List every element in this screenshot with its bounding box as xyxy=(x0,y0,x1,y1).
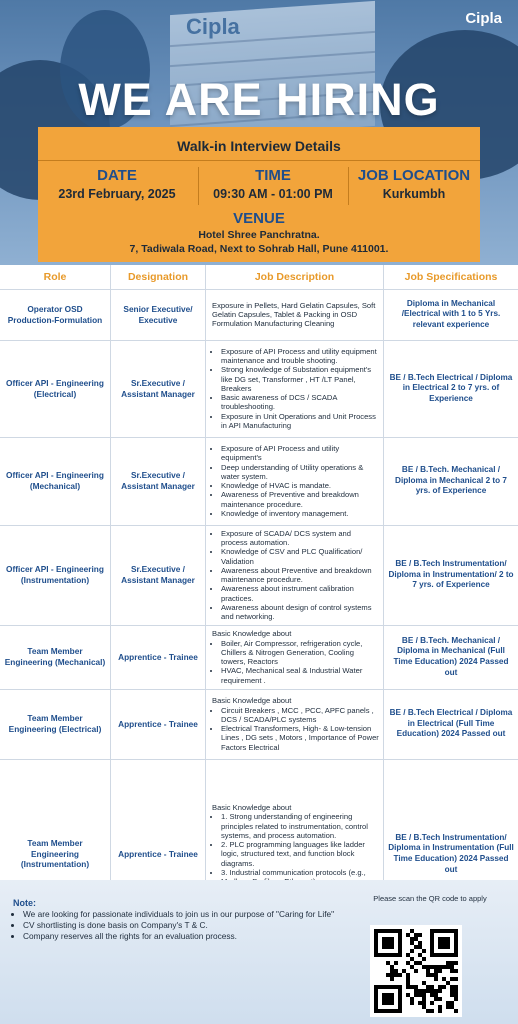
table-row xyxy=(0,525,518,626)
job-description xyxy=(206,347,383,430)
description-list xyxy=(212,529,379,622)
walkin-details-panel xyxy=(38,127,480,262)
description-intro: Basic Knowledge about xyxy=(212,629,292,639)
designation-name: Senior Executive/ Executive xyxy=(123,303,193,325)
header-cell xyxy=(0,265,110,289)
note-item: • Company reserves all the rights for an evaluation process. xyxy=(23,931,343,942)
venue-line-2: 7, Tadiwala Road, Next to Sohrab Hall, Pune 411001. xyxy=(129,243,389,255)
description-bullet: • Circuit Breakers , MCC , PCC, APFC panels , DCS / SCADA/PLC systems xyxy=(221,706,379,725)
location-block xyxy=(348,167,480,201)
designation-name: Apprentice - Trainee xyxy=(118,651,198,662)
description-bullet: • Exposure in Unit Operations and Unit Process in API Manufacturing xyxy=(221,412,379,431)
designation-name: Sr.Executive / Assistant Manager xyxy=(121,377,195,399)
specification-cell xyxy=(383,689,518,759)
description-bullet: • Awareness about Preventive and breakdown maintenance procedure. xyxy=(221,566,379,585)
designation-cell xyxy=(110,689,205,759)
job-specification: Diploma in Mechanical /Electrical with 1 to 5 Yrs. relevant experience xyxy=(401,298,501,329)
location-label: JOB LOCATION xyxy=(357,167,471,184)
note-item: • We are looking for passionate individuals to join us in our purpose of "Caring for Life" xyxy=(23,909,343,920)
walkin-title: Walk-in Interview Details xyxy=(177,138,341,154)
header-label: Job Specifications xyxy=(404,271,498,283)
description-intro: Basic Knowledge about xyxy=(212,803,292,813)
note-title: Note: xyxy=(13,898,36,908)
description-cell xyxy=(205,437,383,525)
table-row xyxy=(0,289,518,341)
description-cell xyxy=(205,289,383,340)
venue-label: VENUE xyxy=(233,210,285,227)
job-description xyxy=(206,629,383,685)
description-cell xyxy=(205,525,383,625)
designation-cell xyxy=(110,340,205,437)
role-cell xyxy=(0,625,110,689)
date-block xyxy=(38,167,196,201)
description-bullet: • Exposure of API Process and utility equipment maintenance and trouble shooting. xyxy=(221,347,379,366)
specification-cell xyxy=(383,625,518,689)
description-bullet: • 1. Strong understanding of engineering principles related to instrumentation, control systems, and process automation. xyxy=(221,812,379,840)
description-bullet: • Knowledge of CSV and PLC Qualification/ Validation xyxy=(221,547,379,566)
role-name: Officer API - Engineering (Instrumentation) xyxy=(6,564,104,585)
description-bullet: • Awareness of Preventive and breakdown maintenance procedure. xyxy=(221,490,379,509)
qr-caption: Please scan the QR code to apply xyxy=(373,894,487,903)
role-name: Officer API - Engineering (Mechanical) xyxy=(6,470,104,491)
divider xyxy=(38,160,480,161)
designation-name: Apprentice - Trainee xyxy=(118,848,198,859)
description-cell xyxy=(205,689,383,759)
brand-logo: Cipla xyxy=(465,10,502,27)
table-row xyxy=(0,689,518,760)
location-value: Kurkumbh xyxy=(382,187,446,201)
designation-name: Sr.Executive / Assistant Manager xyxy=(121,564,195,585)
role-cell xyxy=(0,689,110,759)
specification-cell xyxy=(383,340,518,437)
description-intro: Basic Knowledge about xyxy=(212,696,292,706)
description-bullet: • Awareness abount design of control systems and networking. xyxy=(221,603,379,622)
description-cell xyxy=(205,625,383,689)
header-label: Designation xyxy=(127,271,189,283)
job-specification: BE / B.Tech Electrical / Diploma in Electrical 2 to 7 yrs. of Experience xyxy=(389,372,513,403)
date-value: 23rd February, 2025 xyxy=(58,187,176,201)
notes-list xyxy=(13,909,343,941)
role-name: Operator OSD Production-Formulation xyxy=(7,303,103,325)
description-bullet: • Exposure of API Process and utility equipment's xyxy=(221,444,379,463)
designation-cell xyxy=(110,289,205,340)
description-bullet: • Knowledge of HVAC is mandate. xyxy=(221,481,379,490)
venue-line-1: Hotel Shree Panchratna. xyxy=(198,229,320,241)
role-cell xyxy=(0,525,110,625)
designation-name: Apprentice - Trainee xyxy=(118,718,198,729)
time-label: TIME xyxy=(255,167,291,184)
job-description xyxy=(206,301,383,329)
role-name: Team Member Engineering (Electrical) xyxy=(8,713,102,734)
description-bullet: • Boiler, Air Compressor, refrigeration cycle, Chillers & Nitrogen Generation, Cooling towers, Reactors xyxy=(221,639,379,667)
description-list xyxy=(212,639,379,685)
designation-cell xyxy=(110,625,205,689)
role-cell xyxy=(0,289,110,340)
table-row xyxy=(0,625,518,690)
header-cell xyxy=(205,265,383,289)
note-item: • CV shortlisting is done basis on Company's T & C. xyxy=(23,920,343,931)
designation-cell xyxy=(110,437,205,525)
description-bullet: • Knowledge of inventory management. xyxy=(221,509,379,518)
header-cell xyxy=(110,265,205,289)
description-bullet: • HVAC, Mechanical seal & Industrial Water requirement . xyxy=(221,666,379,685)
specification-cell xyxy=(383,525,518,625)
table-row xyxy=(0,340,518,438)
job-specification: BE / B.Tech Instrumentation/ Diploma in Instrumentation (Full Time Education) 2024 Passed out xyxy=(388,832,514,874)
jobs-table xyxy=(0,265,518,949)
description-list xyxy=(212,444,379,518)
description-intro: Exposure in Pellets, Hard Gelatin Capsules, Soft Gelatin Capsules, Tablet & Packing in OSD Formulation Manufacturing Cleaning xyxy=(212,300,376,329)
description-bullet: • Strong knowledge of Substation equipment's like DG set, Transformer , HT /LT Panel, Breakers xyxy=(221,365,379,393)
header-label: Role xyxy=(43,271,67,283)
table-header-row xyxy=(0,265,518,290)
description-bullet: • 2. PLC programming languages like ladder logic, structured text, and function block diagrams. xyxy=(221,840,379,868)
time-value: 09:30 AM - 01:00 PM xyxy=(213,187,333,201)
description-list xyxy=(212,347,379,430)
description-bullet: • Exposure of SCADA/ DCS system and process automation. xyxy=(221,529,379,548)
header-cell xyxy=(383,265,518,289)
description-bullet: • Basic awareness of DCS / SCADA troubleshooting. xyxy=(221,393,379,412)
job-description xyxy=(206,444,383,518)
designation-cell xyxy=(110,525,205,625)
job-description xyxy=(206,696,383,752)
description-list xyxy=(212,706,379,752)
role-cell xyxy=(0,340,110,437)
description-bullet: • Deep understanding of Utility operations & water system. xyxy=(221,463,379,482)
description-bullet: • Awareness about instrument calibration practices. xyxy=(221,584,379,603)
job-specification: BE / B.Tech Electrical / Diploma in Electrical (Full Time Education) 2024 Passed out xyxy=(389,708,513,739)
role-cell xyxy=(0,437,110,525)
role-name: Team Member Engineering (Instrumentation) xyxy=(20,837,90,870)
table-row xyxy=(0,437,518,526)
specification-cell xyxy=(383,437,518,525)
building-sign-logo: Cipla xyxy=(186,14,240,39)
description-cell xyxy=(205,340,383,437)
designation-name: Sr.Executive / Assistant Manager xyxy=(121,470,195,491)
job-specification: BE / B.Tech. Mechanical / Diploma in Mechanical (Full Time Education) 2024 Passed out xyxy=(393,635,509,677)
job-specification: BE / B.Tech Instrumentation/ Diploma in Instrumentation/ 2 to 7 yrs. of Experience xyxy=(388,559,514,590)
qr-code-icon[interactable] xyxy=(370,925,462,1017)
footer xyxy=(0,880,518,1024)
description-bullet: • Electrical Transformers, High- & Low-tension Lines , DG sets , Motors , Importance of Power Factors Electrical xyxy=(221,724,379,752)
date-label: DATE xyxy=(97,167,137,184)
job-specification: BE / B.Tech. Mechanical / Diploma in Mechanical 2 to 7 yrs. of Experience xyxy=(395,465,507,496)
role-name: Officer API - Engineering (Electrical) xyxy=(6,377,104,399)
page-title: WE ARE HIRING xyxy=(78,74,440,125)
time-block xyxy=(198,167,348,201)
description-bullet: • 3. Industrial communication protocols (e.g., xyxy=(221,868,379,887)
role-name: Team Member Engineering (Mechanical) xyxy=(4,646,106,667)
job-description xyxy=(206,529,383,622)
header-label: Job Description xyxy=(254,271,335,283)
specification-cell xyxy=(383,289,518,340)
